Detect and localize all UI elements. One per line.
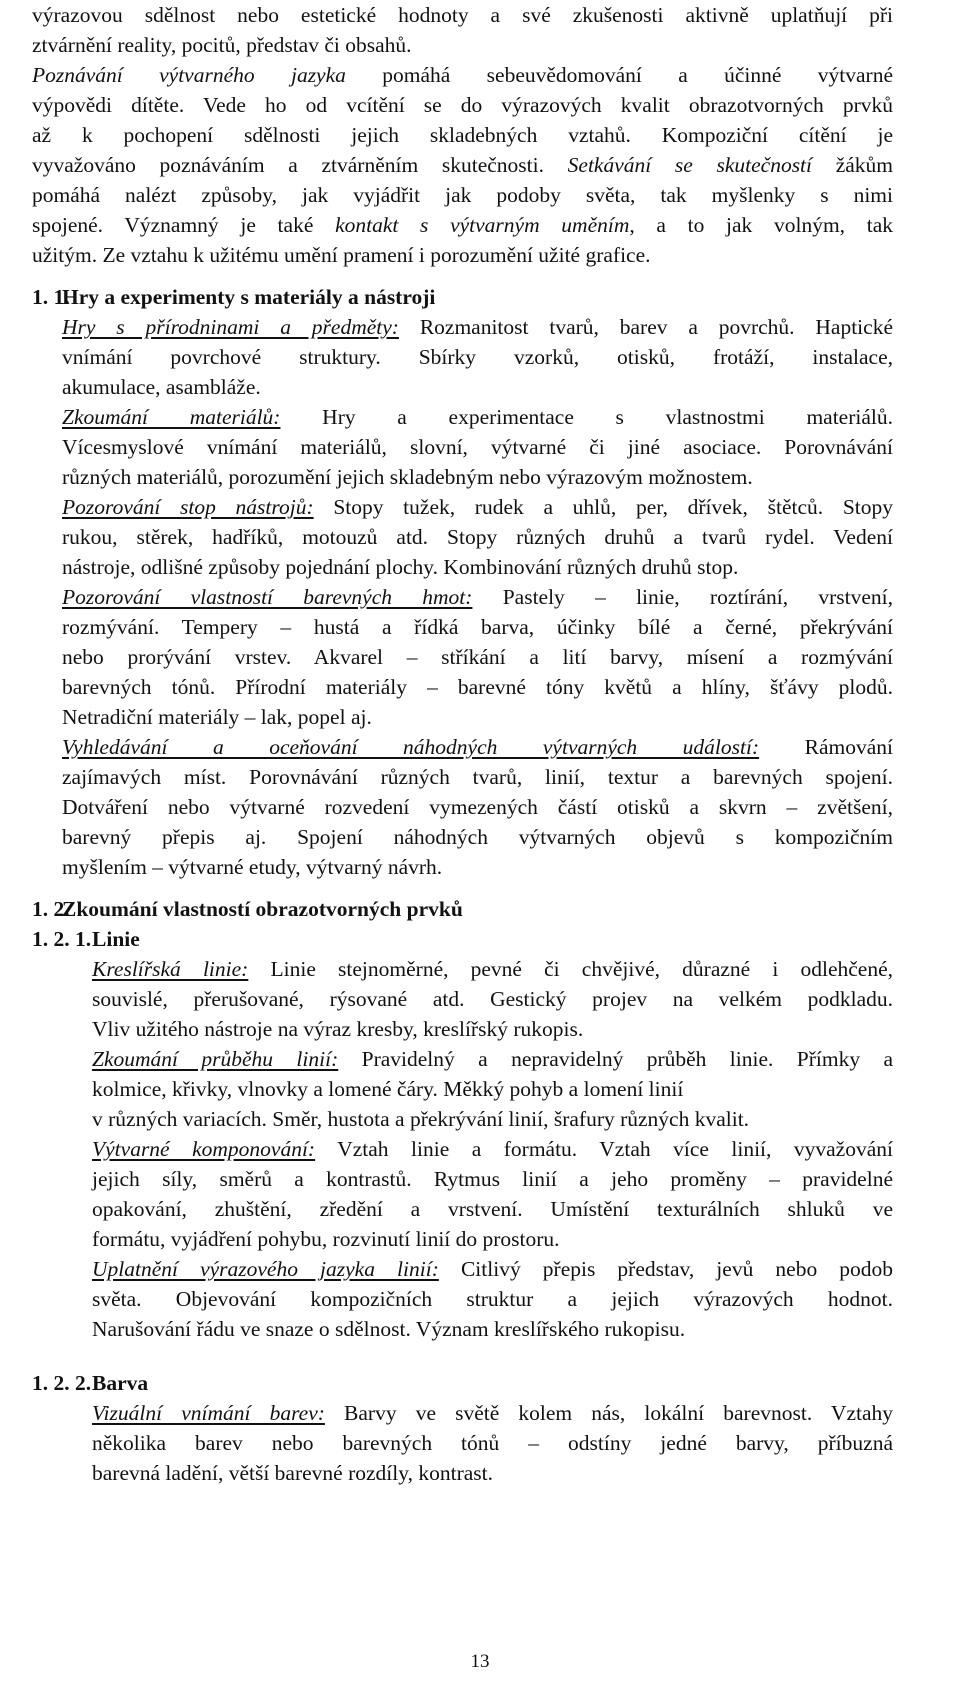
text-line: Vyhledávání a oceňování náhodných výtvarných událostí: Rámování	[62, 735, 893, 759]
text-line: výrazovou sdělnost nebo estetické hodnoty a své zkušenosti aktivně uplatňují při	[32, 3, 893, 27]
text-line: Vizuální vnímání barev: Barvy ve světě kolem nás, lokální barevnost. Vztahy	[92, 1401, 894, 1425]
text-line: Hry s přírodninami a předměty: Rozmanitost tvarů, barev a povrchů. Haptické	[62, 315, 893, 339]
text-line: rukou, stěrek, hadříků, motouzů atd. Stopy různých druhů a tvarů rydel. Vedení	[62, 525, 893, 549]
text-line: ztvárnění reality, pocitů, představ či obsahů.	[32, 33, 412, 57]
text-line: zajímavých míst. Porovnávání různých tvarů, linií, textur a barevných spojení.	[62, 765, 893, 789]
text-line: Narušování řádu ve snaze o sdělnost. Význam kreslířského rukopisu.	[92, 1317, 686, 1341]
section-number: 1. 2. 1.	[32, 927, 92, 951]
italic-phrase: Setkávání se skutečností	[567, 153, 813, 177]
section-heading-1-2-2	[32, 1368, 893, 1398]
text-line: Netradiční materiály – lak, popel aj.	[62, 705, 372, 729]
section-heading-1-1	[32, 282, 893, 312]
section-title: Barva	[92, 1371, 149, 1395]
text-line: vnímání povrchové struktury. Sbírky vzorků, otisků, frotáží, instalace,	[62, 345, 893, 369]
topic-label: Hry s přírodninami a předměty:	[62, 315, 399, 339]
section-heading-1-2-1	[32, 924, 893, 954]
text-line: pomáhá nalézt způsoby, jak vyjádřit jak podoby světa, tak myšlenky s nimi	[32, 183, 893, 207]
section-number: 1. 2.	[32, 897, 70, 921]
text-line: spojené. Významný je také kontakt s výtvarným uměním, a to jak volným, tak	[32, 213, 894, 237]
italic-phrase: kontakt s výtvarným uměním	[335, 213, 630, 237]
text-line: Vícesmyslové vnímání materiálů, slovní, výtvarné či jiné asociace. Porovnávání	[62, 435, 893, 459]
text-line: Zkoumání materiálů: Hry a experimentace s vlastnostmi materiálů.	[62, 405, 894, 429]
text-line: několika barev nebo barevných tónů – odstíny jedné barvy, příbuzná	[92, 1431, 893, 1455]
text-line: Zkoumání průběhu linií: Pravidelný a nepravidelný průběh linie. Přímky a	[92, 1047, 894, 1071]
text-line: kolmice, křivky, vlnovky a lomené čáry. Měkký pohyb a lomení linií	[92, 1077, 684, 1101]
text-line: Poznávání výtvarného jazyka pomáhá sebeuvědomování a účinné výtvarné	[32, 63, 894, 87]
text-line: Pozorování vlastností barevných hmot: Pastely – linie, roztírání, vrstvení,	[62, 585, 894, 609]
text-line: Dotváření nebo výtvarné rozvedení vymezených částí otisků a skvrn – zvětšení,	[62, 795, 893, 819]
topic-label: Pozorování stop nástrojů:	[62, 495, 314, 519]
topic-label: Uplatnění výrazového jazyka linií:	[92, 1257, 439, 1281]
text-line: vyvažováno poznáváním a ztvárněním skutečnosti. Setkávání se skutečností žákům	[32, 153, 893, 177]
text-line: až k pochopení sdělnosti jejich skladebných vztahů. Kompoziční cítění je	[32, 123, 893, 147]
text-line: Uplatnění výrazového jazyka linií: Citlivý přepis představ, jevů nebo podob	[92, 1257, 894, 1281]
text-line: Vliv užitého nástroje na výraz kresby, kreslířský rukopis.	[92, 1017, 584, 1041]
text-line: Pozorování stop nástrojů: Stopy tužek, rudek a uhlů, per, dřívek, štětců. Stopy	[62, 495, 894, 519]
topic-label: Vizuální vnímání barev:	[92, 1401, 325, 1425]
text-line: barevný přepis aj. Spojení náhodných výtvarných objevů s kompozičním	[62, 825, 893, 849]
text-line: světa. Objevování kompozičních struktur a jejich výrazových hodnot.	[92, 1287, 893, 1311]
text-line: různých materiálů, porozumění jejich skladebným nebo výrazovým možnostem.	[62, 465, 753, 489]
text-line: myšlením – výtvarné etudy, výtvarný návrh.	[62, 855, 443, 879]
topic-label: Zkoumání průběhu linií:	[92, 1047, 339, 1071]
text-line: formátu, vyjádření pohybu, rozvinutí linií do prostoru.	[92, 1227, 560, 1251]
topic-label: Výtvarné komponování:	[92, 1137, 316, 1161]
section-title: Hry a experimenty s materiály a nástroji	[62, 285, 436, 309]
section-number: 1. 2. 2.	[32, 1371, 92, 1395]
text-line: jejich síly, směrů a kontrastů. Rytmus linií a jeho proměny – pravidelné	[92, 1167, 893, 1191]
topic-label: Vyhledávání a oceňování náhodných výtvarných událostí:	[62, 735, 760, 759]
text-line: Výtvarné komponování: Vztah linie a formátu. Vztah více linií, vyvažování	[92, 1137, 893, 1161]
text-line: barevná ladění, větší barevné rozdíly, kontrast.	[92, 1461, 493, 1485]
topic-label: Zkoumání materiálů:	[62, 405, 281, 429]
text-line: užitým. Ze vztahu k užitému umění pramení i porozumění užité grafice.	[32, 243, 651, 267]
text-line: rozmývání. Tempery – hustá a řídká barva, účinky bílé a černé, překrývání	[62, 615, 893, 639]
text-line: nástroje, odlišné způsoby pojednání plochy. Kombinování různých druhů stop.	[62, 555, 739, 579]
section-heading-1-2	[32, 894, 893, 924]
topic-label: Kreslířská linie:	[92, 957, 249, 981]
section-title: Zkoumání vlastností obrazotvorných prvků	[62, 897, 463, 921]
text-line: barevných tónů. Přírodní materiály – barevné tóny květů a hlíny, šťávy plodů.	[62, 675, 893, 699]
text-line: v různých variacích. Směr, hustota a překrývání linií, šrafury různých kvalit.	[92, 1107, 750, 1131]
page-number: 13	[470, 1651, 490, 1672]
text-line: Kreslířská linie: Linie stejnoměrné, pevné či chvějivé, důrazné i odlehčené,	[92, 957, 894, 981]
section-title: Linie	[92, 927, 140, 951]
section-number: 1. 1.	[32, 285, 70, 309]
italic-phrase: Poznávání výtvarného jazyka	[32, 63, 346, 87]
text-line: nebo prorývání vrstev. Akvarel – stříkání a lití barvy, mísení a rozmývání	[62, 645, 893, 669]
text-line: opakování, zhuštění, zředění a vrstvení. Umístění texturálních shluků ve	[92, 1197, 893, 1221]
topic-label: Pozorování vlastností barevných hmot:	[62, 585, 473, 609]
text-line: výpovědi dítěte. Vede ho od vcítění se do výrazových kvalit obrazotvorných prvků	[32, 93, 893, 117]
text-line: akumulace, asambláže.	[62, 375, 261, 399]
text-line: souvislé, přerušované, rýsované atd. Gestický projev na velkém podkladu.	[92, 987, 893, 1011]
